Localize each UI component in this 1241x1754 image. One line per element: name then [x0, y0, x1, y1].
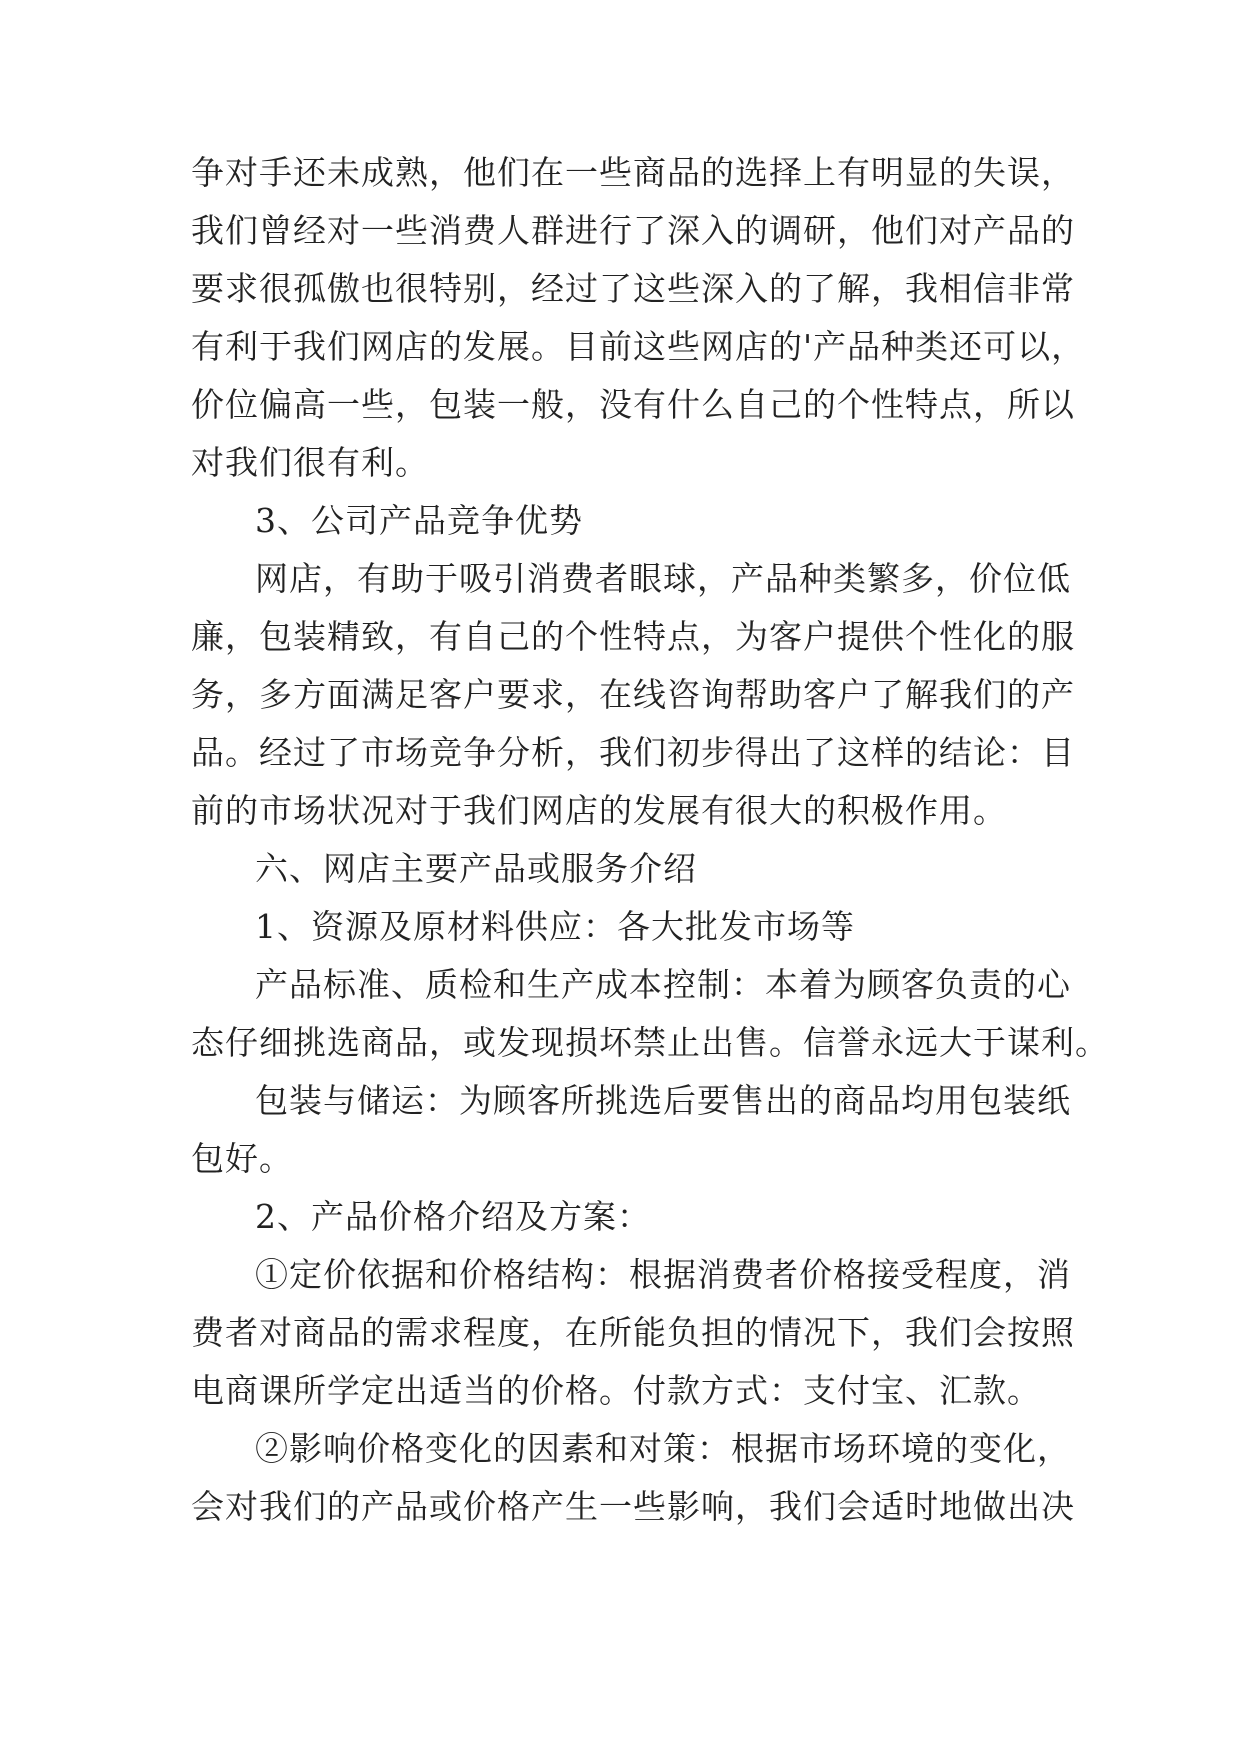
text-line: 包装与储运：为顾客所挑选后要售出的商品均用包装纸	[255, 1081, 1071, 1120]
section-heading: 3、公司产品竞争优势	[255, 501, 583, 540]
section-heading: 1、资源及原材料供应：各大批发市场等	[255, 907, 855, 946]
text-line: 电商课所学定出适当的价格。付款方式：支付宝、汇款。	[191, 1371, 1041, 1410]
section-heading: 六、网店主要产品或服务介绍	[255, 849, 697, 888]
text-line: 有利于我们网店的发展。目前这些网店的'产品种类还可以，	[191, 327, 1086, 366]
text-line: ①定价依据和价格结构：根据消费者价格接受程度，消	[255, 1255, 1071, 1294]
text-line: 会对我们的产品或价格产生一些影响，我们会适时地做出决	[191, 1487, 1075, 1526]
text-line: 包好。	[191, 1139, 293, 1178]
text-line: 我们曾经对一些消费人群进行了深入的调研，他们对产品的	[191, 211, 1075, 250]
text-line: ②影响价格变化的因素和对策：根据市场环境的变化，	[255, 1429, 1071, 1468]
text-line: 前的市场状况对于我们网店的发展有很大的积极作用。	[191, 791, 1007, 830]
text-line: 费者对商品的需求程度，在所能负担的情况下，我们会按照	[191, 1313, 1075, 1352]
text-line: 产品标准、质检和生产成本控制：本着为顾客负责的心	[255, 965, 1071, 1004]
section-heading: 2、产品价格介绍及方案：	[255, 1197, 651, 1236]
text-line: 对我们很有利。	[191, 443, 429, 482]
text-line: 要求很孤傲也很特别，经过了这些深入的了解，我相信非常	[191, 269, 1075, 308]
text-line: 网店，有助于吸引消费者眼球，产品种类繁多，价位低	[255, 559, 1071, 598]
text-line: 廉，包装精致，有自己的个性特点，为客户提供个性化的服	[191, 617, 1075, 656]
text-line: 品。经过了市场竞争分析，我们初步得出了这样的结论：目	[191, 733, 1075, 772]
text-line: 态仔细挑选商品，或发现损坏禁止出售。信誉永远大于谋利。	[191, 1023, 1109, 1062]
text-line: 争对手还未成熟，他们在一些商品的选择上有明显的失误，	[191, 153, 1075, 192]
text-line: 价位偏高一些，包装一般，没有什么自己的个性特点，所以	[191, 385, 1075, 424]
text-line: 务，多方面满足客户要求，在线咨询帮助客户了解我们的产	[191, 675, 1075, 714]
